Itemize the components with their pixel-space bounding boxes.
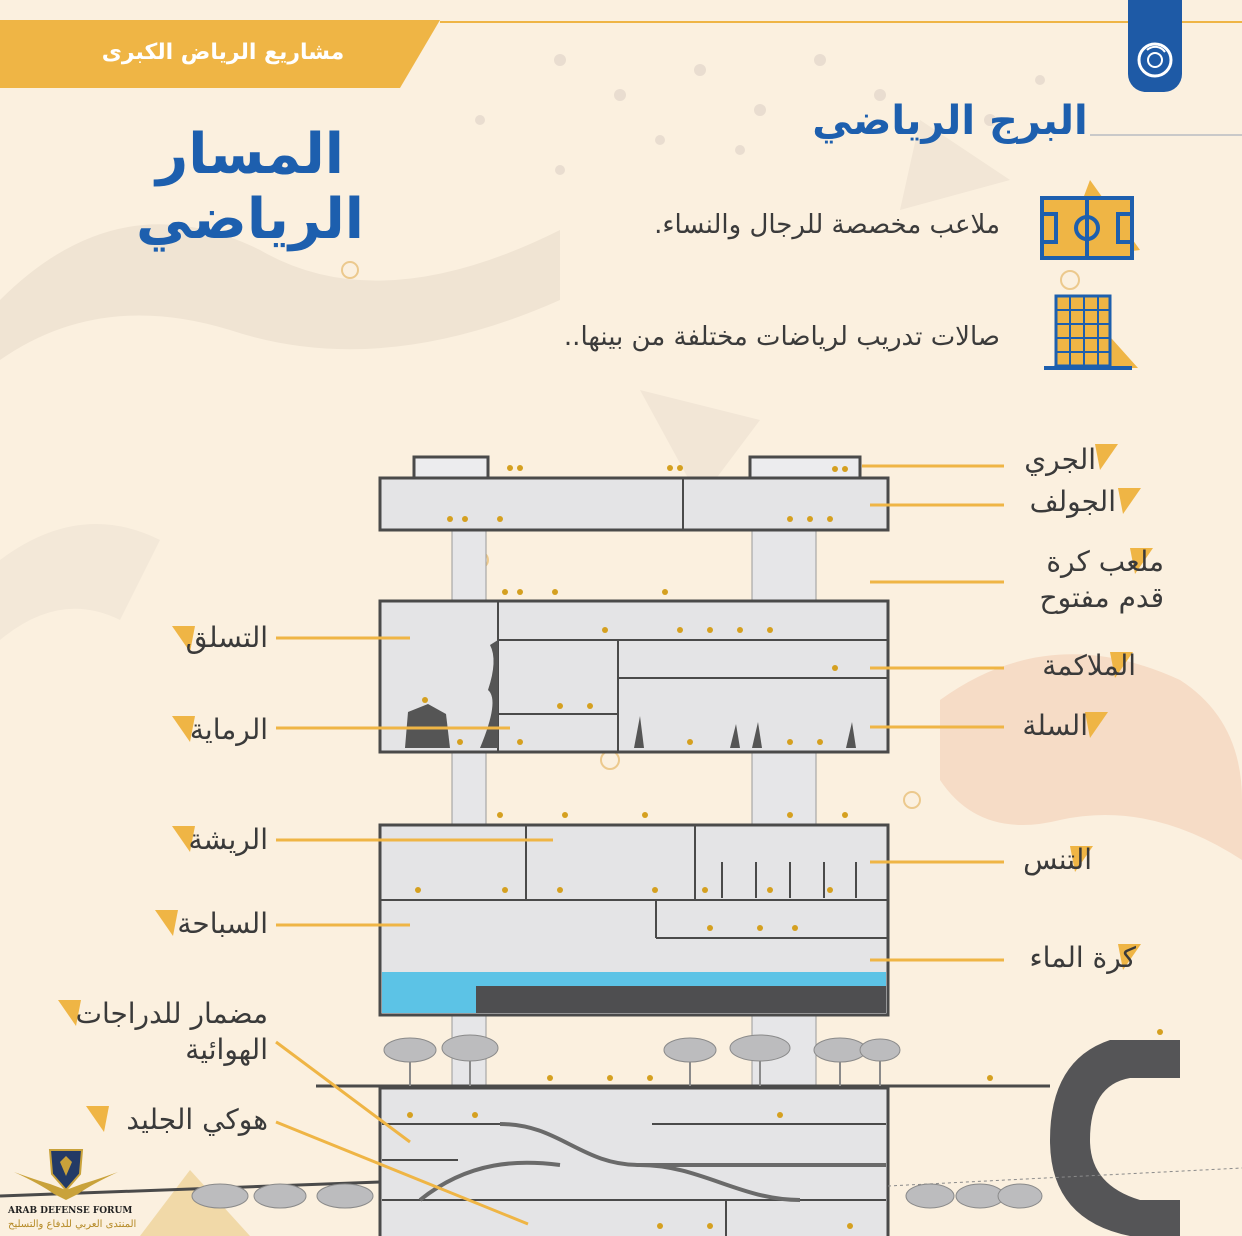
cycling-ramp	[1050, 1040, 1180, 1236]
banner-title: مشاريع الرياض الكبرى	[101, 40, 345, 65]
label-swimming: السباحة	[177, 907, 268, 940]
label-golf: الجولف	[1029, 485, 1116, 518]
label-boxing: الملاكمة	[1042, 649, 1136, 682]
middle-block-2	[380, 825, 888, 1015]
label-cycling-track: مضمار للدراجات الهوائية	[75, 997, 268, 1066]
feature-text-pitches: ملاعب مخصصة للرجال والنساء.	[654, 210, 1000, 240]
label-basketball: السلة	[1022, 709, 1088, 742]
top-block-golf	[380, 478, 888, 530]
label-ice-hockey: هوكي الجليد	[126, 1103, 268, 1136]
label-running: الجري	[1024, 443, 1096, 476]
ground-and-trees	[316, 1035, 1050, 1086]
underground-block	[380, 1088, 888, 1236]
label-tennis: التنس	[1023, 843, 1092, 876]
label-shooting: الرماية	[189, 713, 268, 746]
label-badminton: الريشة	[188, 823, 268, 856]
roof-running-track	[414, 457, 860, 479]
page-title: المسار الرياضي	[136, 122, 364, 252]
section-title: البرج الرياضي	[812, 98, 1088, 144]
label-climbing: التسلق	[185, 621, 268, 654]
watermark-line-1: ARAB DEFENSE FORUM	[8, 1206, 133, 1216]
label-open-football: ملعب كرة قدم مفتوح	[1039, 545, 1164, 614]
watermark-line-2: المنتدى العربي للدفاع والتسليح	[8, 1219, 137, 1230]
label-water-polo: كرة الماء	[1029, 941, 1136, 974]
feature-text-halls: صالات تدريب لرياضات مختلفة من بينها..	[563, 322, 1000, 352]
forum-logo-icon	[10, 1144, 122, 1202]
